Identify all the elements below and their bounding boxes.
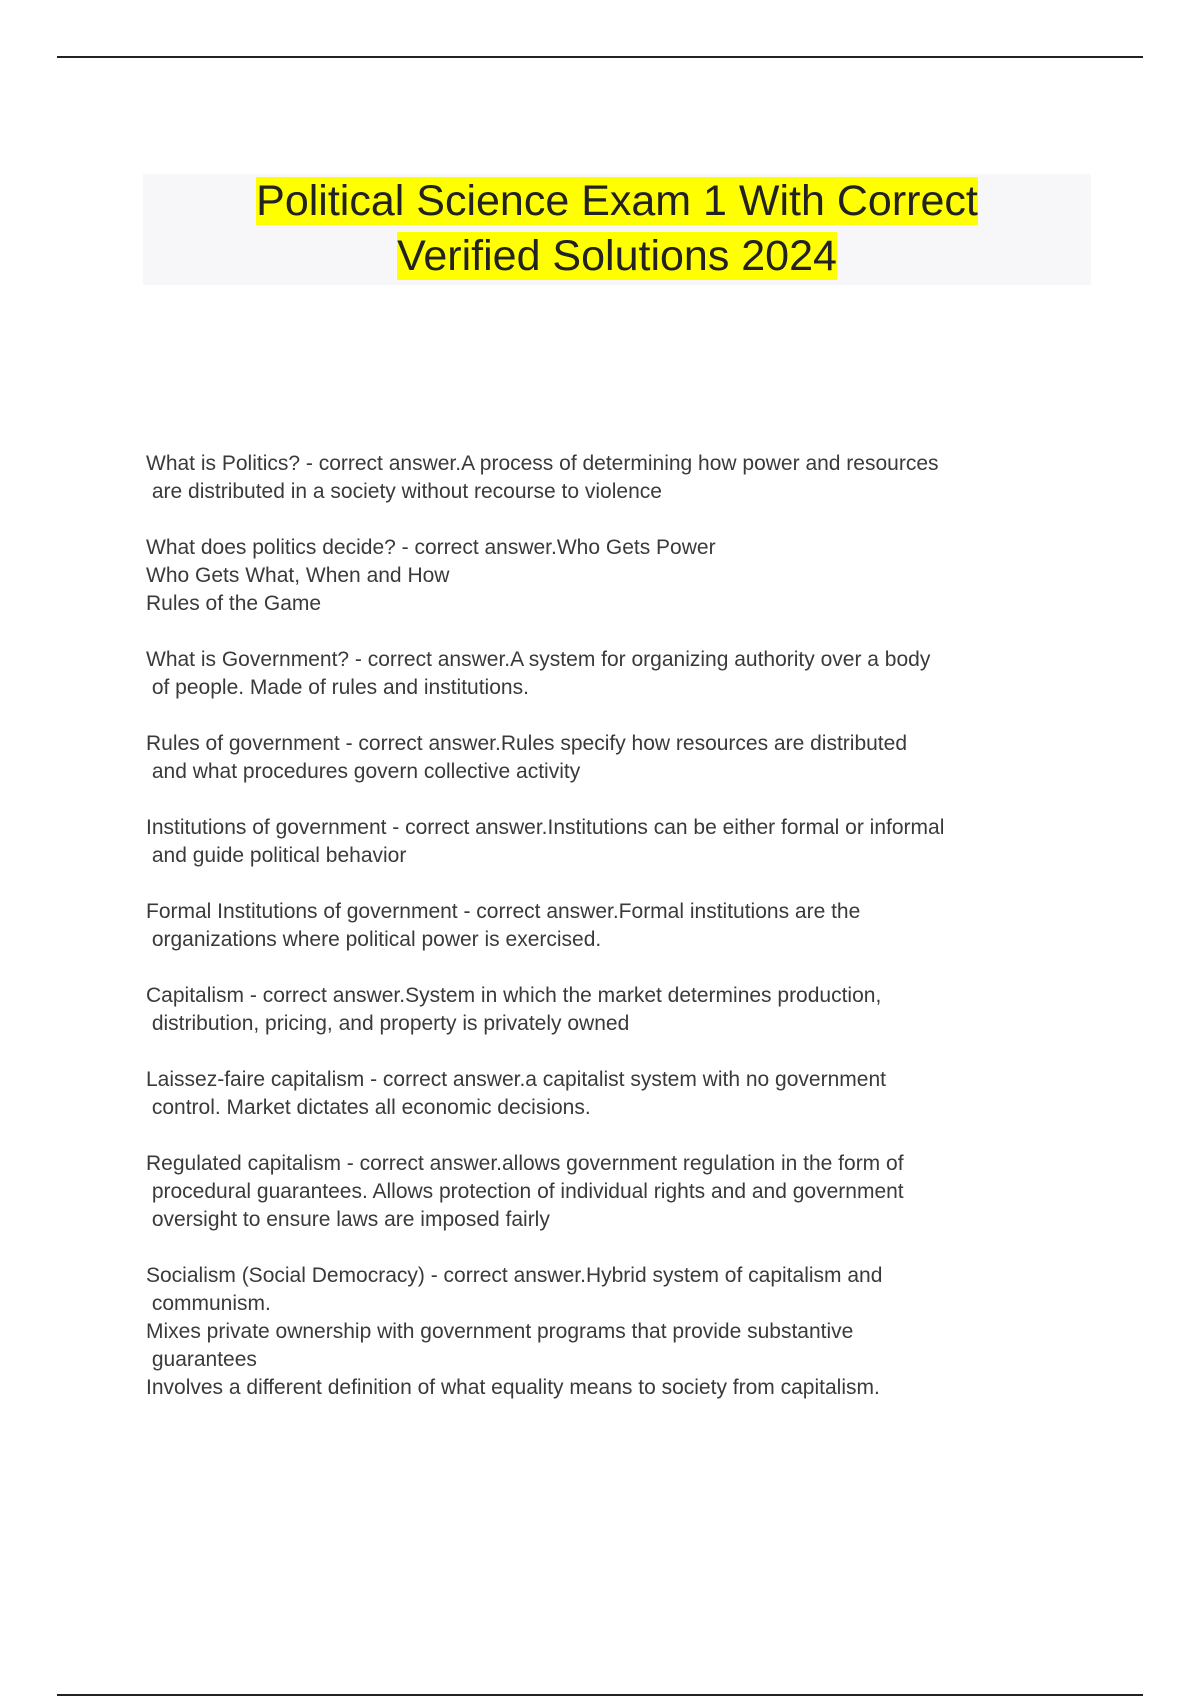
qa-question-line: Capitalism - correct answer.System in which the market determines production, bbox=[146, 984, 882, 1007]
qa-list bbox=[146, 450, 1146, 1430]
qa-answer-line: are distributed in a society without recourse to violence bbox=[146, 480, 662, 503]
qa-question-line: Institutions of government - correct answer.Institutions can be either formal or informal bbox=[146, 816, 945, 839]
qa-question-line: What is Government? - correct answer.A system for organizing authority over a body bbox=[146, 648, 931, 671]
qa-answer-line: oversight to ensure laws are imposed fairly bbox=[146, 1208, 550, 1231]
qa-item bbox=[146, 450, 1146, 506]
qa-answer-line: and guide political behavior bbox=[146, 844, 407, 867]
qa-answer-line: organizations where political power is exercised. bbox=[146, 928, 602, 951]
qa-item bbox=[146, 982, 1146, 1038]
qa-answer-line: control. Market dictates all economic decisions. bbox=[146, 1096, 591, 1119]
qa-answer-line: Involves a different definition of what equality means to society from capitalism. bbox=[146, 1376, 880, 1399]
qa-item bbox=[146, 534, 1146, 618]
qa-answer-line: Who Gets What, When and How bbox=[146, 564, 450, 587]
qa-item bbox=[146, 1262, 1146, 1402]
qa-answer-line: of people. Made of rules and institutions. bbox=[146, 676, 529, 699]
qa-question-line: Socialism (Social Democracy) - correct answer.Hybrid system of capitalism and bbox=[146, 1264, 883, 1287]
header-rule bbox=[57, 56, 1143, 58]
qa-question-line: Rules of government - correct answer.Rules specify how resources are distributed bbox=[146, 732, 908, 755]
qa-question-line: What is Politics? - correct answer.A process of determining how power and resources bbox=[146, 452, 939, 475]
title-line-2: Verified Solutions 2024 bbox=[397, 232, 837, 280]
title-box bbox=[143, 174, 1091, 285]
qa-question-line: Regulated capitalism - correct answer.allows government regulation in the form of bbox=[146, 1152, 904, 1175]
qa-answer-line: and what procedures govern collective activity bbox=[146, 760, 581, 783]
qa-answer-line: procedural guarantees. Allows protection of individual rights and and government bbox=[146, 1180, 904, 1203]
qa-item bbox=[146, 646, 1146, 702]
qa-answer-line: distribution, pricing, and property is privately owned bbox=[146, 1012, 630, 1035]
qa-answer-line: Rules of the Game bbox=[146, 592, 322, 615]
qa-item bbox=[146, 1066, 1146, 1122]
qa-answer-line: communism. bbox=[146, 1292, 271, 1315]
qa-question-line: Laissez-faire capitalism - correct answer.a capitalist system with no government bbox=[146, 1068, 886, 1091]
qa-question-line: Formal Institutions of government - correct answer.Formal institutions are the bbox=[146, 900, 861, 923]
qa-item bbox=[146, 898, 1146, 954]
footer-rule bbox=[57, 1694, 1143, 1696]
qa-question-line: What does politics decide? - correct answer.Who Gets Power bbox=[146, 536, 716, 559]
title-line-1: Political Science Exam 1 With Correct bbox=[256, 177, 978, 225]
qa-item bbox=[146, 814, 1146, 870]
qa-answer-line: guarantees bbox=[146, 1348, 257, 1371]
qa-answer-line: Mixes private ownership with government programs that provide substantive bbox=[146, 1320, 854, 1343]
document-title bbox=[143, 174, 1091, 284]
qa-item bbox=[146, 1150, 1146, 1234]
qa-item bbox=[146, 730, 1146, 786]
